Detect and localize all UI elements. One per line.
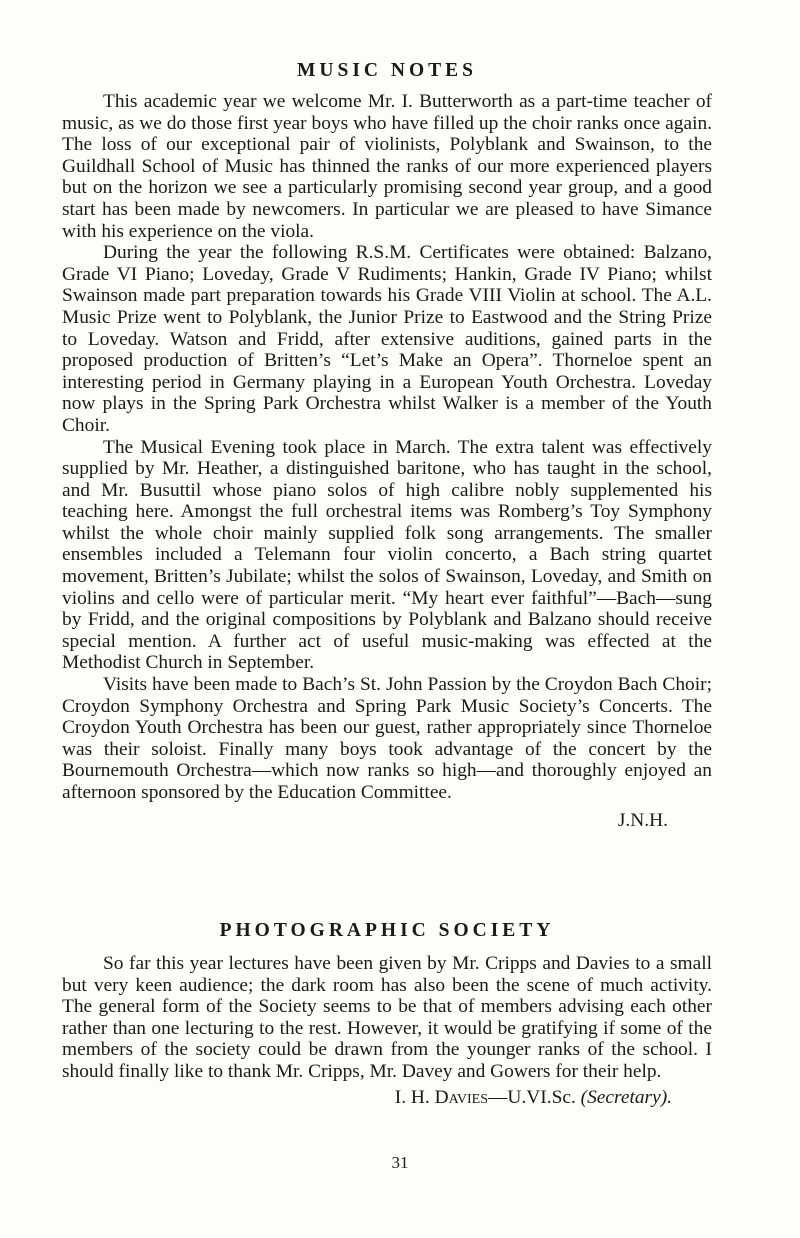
music-signature: J.N.H. — [617, 809, 668, 831]
music-paragraph-4: Visits have been made to Bach’s St. John Passion by the Croydon Bach Choir; Croydon Symphony Orchestra and Spring Park Music Society’s Concerts. The Croydon Youth Orchestra has been our guest, rather appropriately since Thorneloe was their soloist. Finally many boys took advantage of the concert by the Bournemouth Orchestra—which now ranks so high—and thoroughly enjoyed an afternoon sponsored by the Education Committee. — [62, 674, 712, 803]
music-paragraph-1: This academic year we welcome Mr. I. Butterworth as a part-time teacher of music, as we do those first year boys who have filled up the choir ranks once again. The loss of our exceptional pair of violinists, Polyblank and Swainson, to the Guildhall School of Music has thinned the ranks of our more experienced players but on the horizon we see a particularly promising second year group, and a good start has been made by newcomers. In particular we are pleased to have Simance with his experience on the viola. — [62, 91, 712, 242]
photographic-society-section — [62, 920, 712, 1108]
music-paragraph-3: The Musical Evening took place in March. The extra talent was effectively supplied by Mr. Heather, a distinguished baritone, who has taught in the school, and Mr. Busuttil whose piano solos of high calibre nobly supplemented his teaching here. Amongst the full orchestral items was Romberg’s Toy Symphony whilst the whole choir mainly supplied folk song arrangements. The smaller ensembles included a Telemann four violin concerto, a Bach string quartet movement, Britten’s Jubilate; whilst the solos of Swainson, Loveday, and Smith on violins and cello were of particular merit. “My heart ever faithful”—Bach—sung by Fridd, and the original compositions by Polyblank and Balzano should receive special mention. A further act of useful music-making was effected at the Methodist Church in September. — [62, 436, 712, 674]
photo-signature-initials: I. H. — [394, 1086, 435, 1108]
photographic-society-title: PHOTOGRAPHIC SOCIETY — [219, 920, 555, 941]
photo-signature-name: Davies — [434, 1086, 489, 1108]
photo-signature-form: —U.VI.Sc. — [488, 1086, 581, 1108]
photo-signature — [62, 1087, 712, 1109]
photo-paragraph-1: So far this year lectures have been given by Mr. Cripps and Davies to a small but very keen audience; the dark room has also been the scene of much activity. The general form of the Society seems to be that of members advising each other rather than one lecturing to the rest. However, it would be gratifying if some of the members of the society could be drawn from the younger ranks of the school. I should finally like to thank Mr. Cripps, Mr. Davey and Gowers for their help. — [62, 953, 712, 1082]
music-notes-section — [62, 60, 712, 831]
music-notes-title: MUSIC NOTES — [297, 60, 477, 81]
photo-signature-role: (Secretary). — [580, 1086, 672, 1108]
music-paragraph-2: During the year the following R.S.M. Certificates were obtained: Balzano, Grade VI Piano; Loveday, Grade V Rudiments; Hankin, Grade IV Piano; whilst Swainson made part preparation towards his Grade VIII Violin at school. The A.L. Music Prize went to Polyblank, the Junior Prize to Eastwood and the String Prize to Loveday. Watson and Fridd, after extensive auditions, gained parts in the proposed production of Britten’s “Let’s Make an Opera”. Thorneloe spent an interesting period in Germany playing in a European Youth Orchestra. Loveday now plays in the Spring Park Orchestra whilst Walker is a member of the Youth Choir. — [62, 242, 712, 436]
page-number: 31 — [391, 1153, 409, 1172]
